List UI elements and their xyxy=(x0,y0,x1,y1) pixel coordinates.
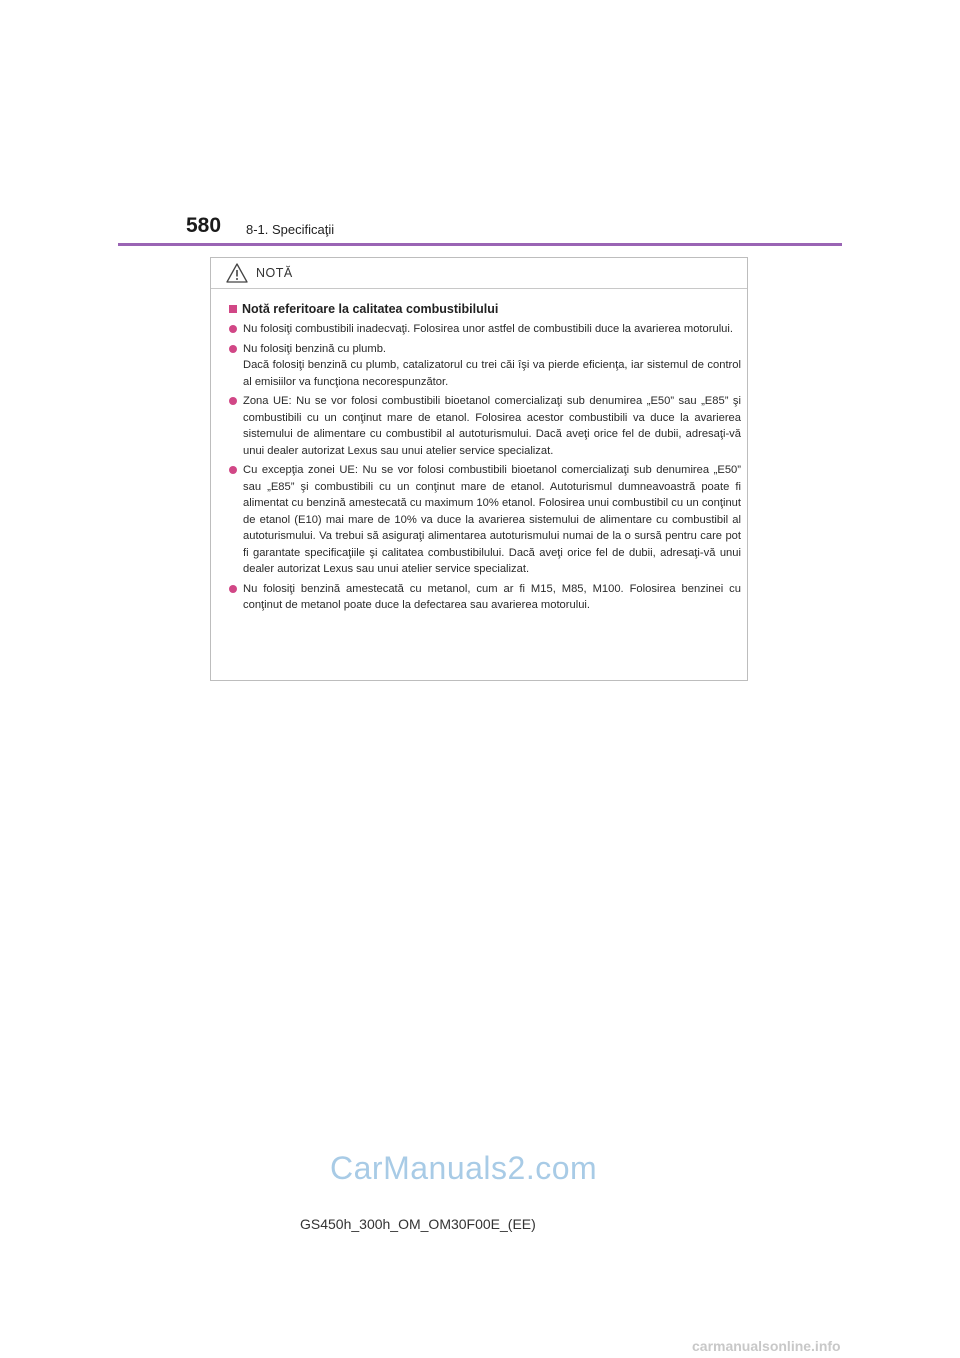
square-bullet-icon xyxy=(229,305,237,313)
note-header xyxy=(211,258,747,289)
list-item xyxy=(229,393,741,459)
note-items xyxy=(229,321,741,614)
note-box xyxy=(210,257,748,681)
list-item-text: Nu folosiţi benzină cu plumb. xyxy=(243,342,387,355)
round-bullet-icon xyxy=(229,397,237,405)
round-bullet-icon xyxy=(229,345,237,353)
warning-icon xyxy=(226,263,248,283)
section-title: 8-1. Specificaţii xyxy=(246,222,335,237)
note-body xyxy=(211,289,747,614)
round-bullet-icon xyxy=(229,325,237,333)
list-item xyxy=(229,581,741,614)
note-label: NOTĂ xyxy=(256,266,293,280)
header-rule xyxy=(118,243,842,246)
round-bullet-icon xyxy=(229,466,237,474)
note-topic xyxy=(229,302,741,316)
list-item xyxy=(229,462,741,578)
watermark-logo: CarManuals2.com xyxy=(330,1150,598,1186)
round-bullet-icon xyxy=(229,585,237,593)
page-number: 580 xyxy=(186,214,222,237)
note-topic-text: Notă referitoare la calitatea combustibilului xyxy=(242,302,499,316)
list-item-text: Nu folosiţi benzină amestecată cu metanol, cum ar fi M15, M85, M100. Folosirea benzinei cu conţinut de metanol poate duce la defectarea sau avarierea motorului. xyxy=(243,582,741,611)
page-header xyxy=(0,0,960,250)
list-item-text: Zona UE: Nu se vor folosi combustibili bioetanol comercializaţi sub denumirea „E50” sau „E85” şi combustibili cu un conţinut mare de etanol. Folosirea acestor combustibili va duce la avarierea sistemului de alimentare cu combustibil al autoturismului. Dacă aveţi orice fel de dubii, adresaţi-vă unui dealer autorizat Lexus sau unui atelier service specializat. xyxy=(243,395,741,457)
list-item-text: Dacă folosiţi benzină cu plumb, catalizatorul cu trei căi îşi va pierde eficienţa, iar sistemul de control al emisiilor va funcţiona necorespunzător. xyxy=(243,359,741,388)
list-item-text: Nu folosiţi combustibili inadecvaţi. Folosirea unor astfel de combustibili duce la avarierea motorului. xyxy=(243,323,733,335)
document-code: GS450h_300h_OM_OM30F00E_(EE) xyxy=(300,1216,536,1232)
list-item xyxy=(229,341,741,391)
site-watermark: carmanualsonline.info xyxy=(692,1338,841,1354)
list-item xyxy=(229,321,741,338)
list-item-text: Cu excepţia zonei UE: Nu se vor folosi combustibili bioetanol comercializaţi sub denumirea „E50” sau „E85” şi combustibili cu un conţinut mare de etanol. Autoturismul dumneavoastră poate fi alimentat cu benzină amestecată cu maximum 10% etanol. Folosirea unui combustibil cu un conţinut de etanol (E10) mai mare de 10% va duce la avarierea sistemului de alimentare cu combustibil al autoturismului. Va trebui să asiguraţi alimentarea autoturismului numai de la o sursă pentru care pot fi garantate specificaţiile şi calitatea combustibilului. Dacă aveţi orice fel de dubii, adresaţi-vă unui dealer autorizat Lexus sau unui atelier service specializat. xyxy=(243,464,741,575)
